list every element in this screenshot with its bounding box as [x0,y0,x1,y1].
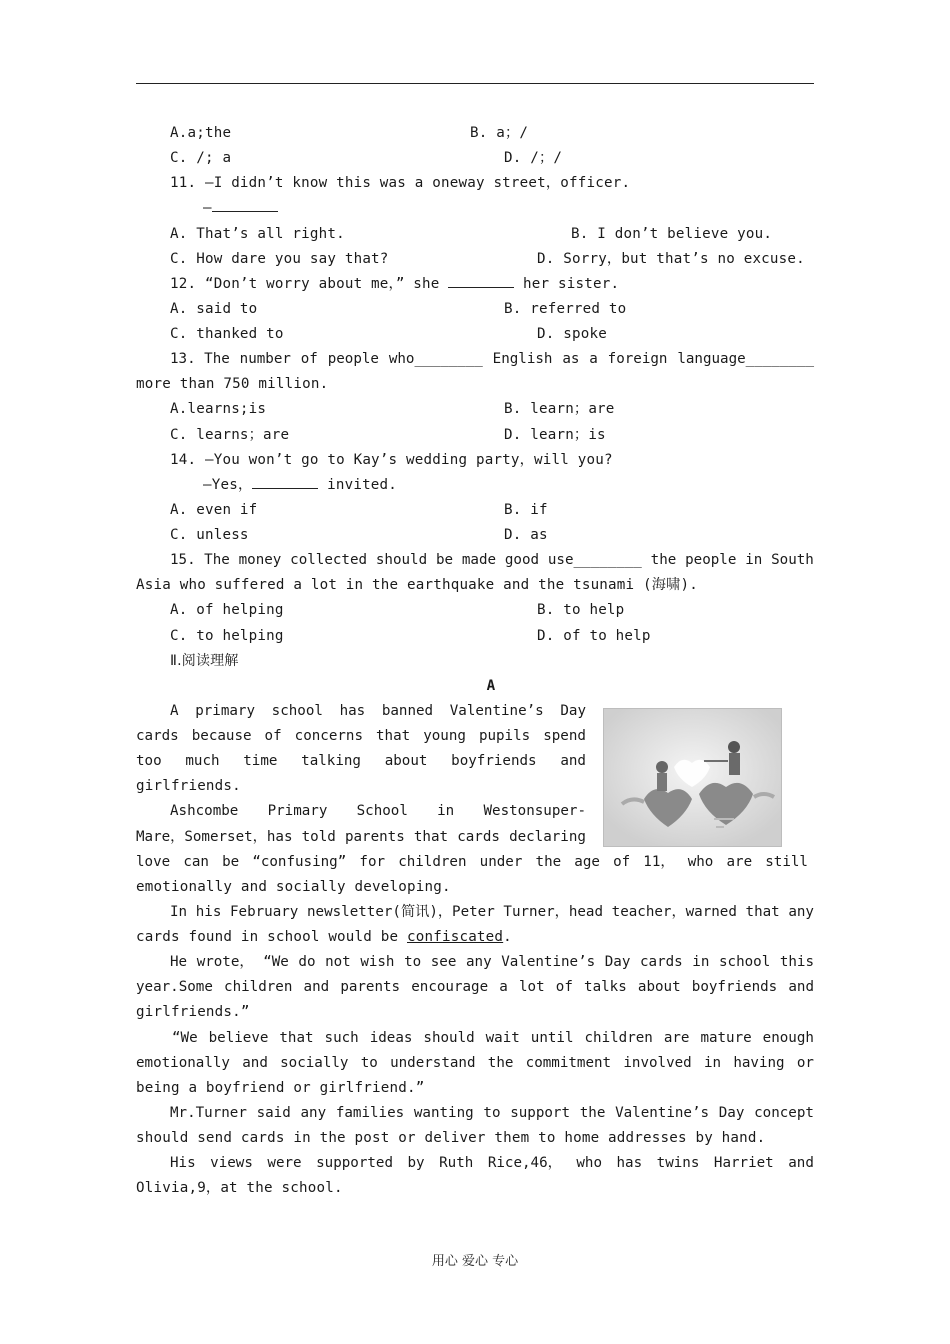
q13-option-b: B. learn；are [504,401,615,417]
word: still [765,854,808,870]
q15-stem-line1 [170,551,814,569]
word: should [423,1030,475,1046]
q15-option-b: B. to help [537,602,625,618]
word: age [574,854,600,870]
word: Harriet [713,1155,774,1171]
q12-option-a: A. said to [170,301,258,317]
q10-option-d: D. /；/ [504,150,563,166]
passage-p7-line2: Olivia,9，at the school. [136,1180,343,1196]
word: any [465,954,492,970]
q11-stem: 11. —I didn’t know this was a oneway street，officer. [170,175,631,191]
word: Day [604,954,631,970]
word: and [242,1055,268,1071]
word: families [335,1105,405,1121]
word: 15. The [170,552,230,568]
word: should [375,552,428,568]
word: Day [718,1105,745,1121]
word: talks [584,979,627,995]
q11-option-c: C. How dare you say that? [170,251,389,267]
word: wish [360,954,395,970]
word: and [788,979,814,995]
word: and [303,979,330,995]
word: of [613,854,631,870]
q15-stem-line2: Asia who suffered a lot in the earthquake and the tsunami (海啸). [136,577,699,593]
word: people [685,552,737,568]
word: his [195,904,222,920]
word: the [535,854,562,870]
word: support [510,1105,571,1121]
q14-option-c: C. unless [170,527,249,543]
header-rule [136,83,814,84]
word: foreign [607,351,668,367]
passage-p2-line4: emotionally and socially developing. [136,879,451,895]
word: His [170,1155,196,1171]
word: of [555,979,573,995]
word: any [300,1105,327,1121]
word: believe [208,1030,269,1046]
word: and [788,1155,814,1171]
word: under [479,854,523,870]
q12-option-c: C. thanked to [170,326,284,342]
word: see [430,954,457,970]
q15-option-d: D. of to help [537,628,651,644]
word: pupils [478,728,531,744]
word: children [398,854,467,870]
word: and [560,753,586,769]
word: “We [172,1030,198,1046]
passage-p7-line1 [170,1154,814,1172]
word: are [663,1030,690,1046]
q12-option-d: D. spoke [537,326,607,342]
word: 11， [643,854,675,870]
word: the [487,1055,514,1071]
word: wait [485,1030,520,1046]
word: number [239,351,291,367]
word: declaring [509,829,586,845]
word: people [327,351,379,367]
word: who________ [388,351,483,367]
passage-p4-line2 [136,978,814,996]
word: were [267,1155,302,1171]
word: teacher，warned [611,904,737,920]
q14-option-a: A. even if [170,502,258,518]
word: encourage [411,979,489,995]
word: Day [560,703,586,719]
q12-option-b: B. referred to [504,301,627,317]
passage-p6-line2: should send cards in the post or deliver them to home addresses by hand. [136,1130,766,1146]
word: for [359,854,386,870]
word: lot [519,979,545,995]
word: made [461,552,497,568]
passage-p5-line1 [172,1029,814,1047]
q12-stem: 12. “Don’t worry about me，” she her sister. [170,276,620,292]
word: spend [543,728,586,744]
word: Mr.Turner [170,1105,247,1121]
word: wanting [413,1105,474,1121]
word: or [796,1055,814,1071]
q13-stem-line1 [170,350,814,368]
word: A [170,703,179,719]
passage-p6-line1 [170,1104,814,1122]
q10-option-c: C. /; a [170,150,232,166]
word: February [230,904,299,920]
word: of [264,728,282,744]
word: English [492,351,553,367]
word: “confusing” [252,854,347,870]
word: that [413,829,449,845]
word: in [745,552,763,568]
word: be [222,854,240,870]
passage-p1-line2 [136,727,586,745]
word: School [356,803,408,819]
word: to [483,1105,501,1121]
word: 13. The [170,351,230,367]
word: enough [762,1030,814,1046]
word: commitment [525,1055,612,1071]
word: mature [700,1030,752,1046]
word: boyfriends [451,753,537,769]
word: language________ [677,351,814,367]
passage-p2-line3 [136,853,808,871]
word: money [238,552,282,568]
passage-p2-line2 [136,828,586,846]
passage-p4-line1 [170,953,814,971]
word: In [170,904,188,920]
word: as [562,351,580,367]
confiscated-word: confiscated [407,929,504,945]
q13-option-c: C. learns；are [170,427,290,443]
word: boyfriends [691,979,778,995]
q14-stem: 14. —You won’t go to Kay’s wedding party，will you? [170,452,613,468]
word: time [243,753,278,769]
word: who [576,1155,602,1171]
word: Ashcombe [170,803,239,819]
word: having [733,1055,785,1071]
word: in [703,1055,722,1071]
q14-answer-line: —Yes， invited. [203,477,398,493]
word: socially [280,1055,349,1071]
passage-p5-line2 [136,1054,814,1072]
word: that [279,1030,314,1046]
word: because [191,728,252,744]
word: can [183,854,209,870]
word: are [726,854,753,870]
word: children [584,1030,653,1046]
word: Turner，head [503,904,604,920]
word: such [324,1030,359,1046]
word: any [788,904,814,920]
word: He [170,954,188,970]
word: too [136,753,162,769]
word: Westonsuper- [483,803,586,819]
word: year.Some [136,979,213,995]
word: the [650,552,677,568]
q14-option-d: D. as [504,527,548,543]
passage-p1-line1 [170,702,586,720]
word: about [384,753,428,769]
q11-option-d: D. Sorry，but that’s no excuse. [537,251,805,267]
word: Rice,46， [487,1155,562,1171]
q11-option-b: B. I don’t believe you. [571,226,773,242]
q15-option-c: C. to helping [170,628,284,644]
word: cards [639,954,683,970]
word: Mare，Somerset，has [136,829,293,845]
word: in [692,954,710,970]
word: a [499,979,508,995]
word: good [504,552,540,568]
word: views [210,1155,253,1171]
valentine-illustration [603,708,782,847]
word: talking [301,753,361,769]
word: be [435,552,454,568]
word: the [579,1105,606,1121]
passage-p1-line4: girlfriends. [136,778,241,794]
word: that [376,728,411,744]
word: cards [457,829,500,845]
word: twins [656,1155,700,1171]
word: cards [136,728,179,744]
passage-p3-line1 [170,903,814,921]
word: banned [381,703,434,719]
word: to [360,1055,378,1071]
word: a [589,351,598,367]
q13-stem-line2: more than 750 million. [136,376,329,392]
q13-option-d: D. learn；is [504,427,606,443]
word: told [301,829,336,845]
word: who [687,854,714,870]
q10-option-b: B. a；/ [470,125,529,141]
word: concept [754,1105,814,1121]
passage-p5-line3: being a boyfriend or girlfriend.” [136,1080,425,1096]
word: Valentine’s [449,703,544,719]
word: Valentine’s [615,1105,710,1121]
word: has [616,1155,643,1171]
word: much [185,753,220,769]
word: of [300,351,318,367]
word: love [136,854,171,870]
word: emotionally [136,1055,230,1071]
word: primary [195,703,255,719]
word: supported [316,1155,393,1171]
word: school [271,703,323,719]
word: ideas [369,1030,413,1046]
passage-p4-line3: girlfriends.” [136,1004,250,1020]
word: has [339,703,366,719]
word: by [407,1155,425,1171]
page-footer: 用心 爱心 专心 [431,1254,519,1269]
word: that [745,904,780,920]
q14-option-b: B. if [504,502,548,518]
passage-p2-line1 [170,802,586,820]
word: this [779,954,814,970]
word: Primary [267,803,328,819]
word: involved [623,1055,692,1071]
valentine-couple-image [604,709,781,846]
word: children [224,979,293,995]
word: parents [344,829,405,845]
word: until [530,1030,574,1046]
passage-p3-line2: cards found in school would be confiscated. [136,929,512,945]
word: about [637,979,681,995]
word: “We [263,954,289,970]
word: parents [340,979,401,995]
q11-option-a: A. That’s all right. [170,226,345,242]
word: school [718,954,771,970]
word: do [298,954,316,970]
word: collected [290,552,368,568]
word: wrote， [196,954,254,970]
word: not [325,954,351,970]
section-title: Ⅱ.阅读理解 [170,653,239,669]
q13-option-a: A.learns;is [170,401,267,417]
q15-option-a: A. of helping [170,602,284,618]
q11-answer-line: — [203,199,278,217]
word: young [423,728,466,744]
q10-option-a: A.a;the [170,125,232,141]
word: South [771,552,814,568]
word: Valentine’s [501,954,596,970]
word: said [256,1105,291,1121]
word: concerns [294,728,363,744]
word: in [437,803,455,819]
word: Ruth [439,1155,474,1171]
word: to [404,954,422,970]
word: use________ [547,552,642,568]
word: newsletter(简讯)，Peter [306,904,495,920]
word: understand [390,1055,476,1071]
passage-p1-line3 [136,752,586,770]
passage-label: A [486,678,496,694]
